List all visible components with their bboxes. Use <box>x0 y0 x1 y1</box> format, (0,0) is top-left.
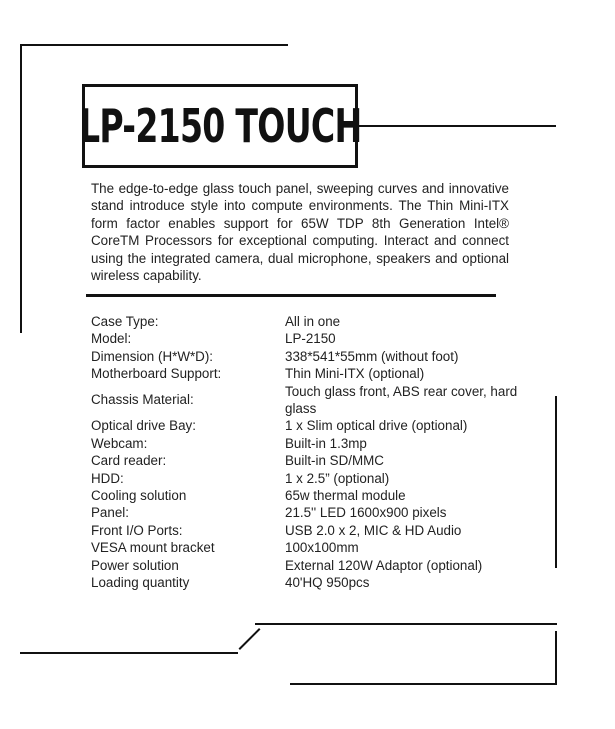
spec-value: Built-in SD/MMC <box>285 453 384 469</box>
spec-row <box>91 435 531 452</box>
spec-row <box>91 557 531 574</box>
spec-row <box>91 365 531 382</box>
frame-line-bottom <box>290 683 557 685</box>
spec-row <box>91 417 531 434</box>
spec-row <box>91 487 531 504</box>
title-box <box>78 84 362 168</box>
spec-row <box>91 330 531 347</box>
spec-value: 1 x 2.5” (optional) <box>285 470 390 486</box>
spec-label: Card reader: <box>91 453 167 469</box>
spec-value: Touch glass front, ABS rear cover, hard glass <box>285 383 518 417</box>
spec-value: USB 2.0 x 2, MIC & HD Audio <box>285 522 462 538</box>
spec-label: Front I/O Ports: <box>91 522 183 538</box>
spec-label: Webcam: <box>91 435 148 451</box>
spec-value: LP-2150 <box>285 331 336 347</box>
spec-label: Optical drive Bay: <box>91 418 196 434</box>
spec-label: Loading quantity <box>91 575 190 591</box>
frame-line-top <box>20 44 288 46</box>
spec-label: Cooling solution <box>91 488 187 504</box>
spec-row <box>91 574 531 591</box>
spec-row <box>91 313 531 330</box>
spec-label: Panel: <box>91 505 129 521</box>
frame-line-right-upper <box>255 623 557 625</box>
frame-line-right-vertical <box>555 396 557 568</box>
spec-label: Dimension (H*W*D): <box>91 348 214 364</box>
title-line-right <box>356 125 556 127</box>
spec-label: Model: <box>91 331 132 347</box>
page-title: LP-2150 TOUCH <box>78 99 362 153</box>
spec-row <box>91 383 531 418</box>
spec-row <box>91 504 531 521</box>
spec-label: Motherboard Support: <box>91 366 222 382</box>
spec-value: 338*541*55mm (without foot) <box>285 348 459 364</box>
spec-label: Power solution <box>91 557 179 573</box>
spec-label: VESA mount bracket <box>91 540 215 556</box>
frame-line-left <box>20 44 22 333</box>
frame-line-bottom-vertical <box>555 631 557 685</box>
spec-row <box>91 452 531 469</box>
spec-value: All in one <box>285 314 341 329</box>
spec-value: 100x100mm <box>285 540 359 556</box>
spec-value: Thin Mini-ITX (optional) <box>285 366 425 382</box>
intro-paragraph: The edge-to-edge glass touch panel, sweeping curves and innovative stand introduce style into compute environments. The Thin Mini-ITX form factor enables support for 65W TDP 8th Generation Intel® CoreTM Processors for exceptional computing. Interact and connect using the integrated camera, dual microphone, speakers and optional wireless capability. <box>91 181 509 284</box>
divider-line <box>86 294 496 297</box>
spec-label: Chassis Material: <box>91 392 194 408</box>
spec-row <box>91 348 531 365</box>
spec-value: 65w thermal module <box>285 488 406 504</box>
spec-value: 21.5'' LED 1600x900 pixels <box>285 505 447 521</box>
spec-row <box>91 539 531 556</box>
spec-value: External 120W Adaptor (optional) <box>285 557 483 573</box>
spec-row <box>91 522 531 539</box>
spec-value: 40'HQ 950pcs <box>285 575 370 591</box>
frame-line-diagonal <box>239 628 261 650</box>
spec-row <box>91 470 531 487</box>
spec-value: 1 x Slim optical drive (optional) <box>285 418 468 434</box>
spec-table <box>91 313 531 592</box>
spec-label: Case Type: <box>91 314 159 329</box>
spec-value: Built-in 1.3mp <box>285 435 367 451</box>
frame-line-left-lower <box>20 652 238 654</box>
spec-label: HDD: <box>91 470 124 486</box>
